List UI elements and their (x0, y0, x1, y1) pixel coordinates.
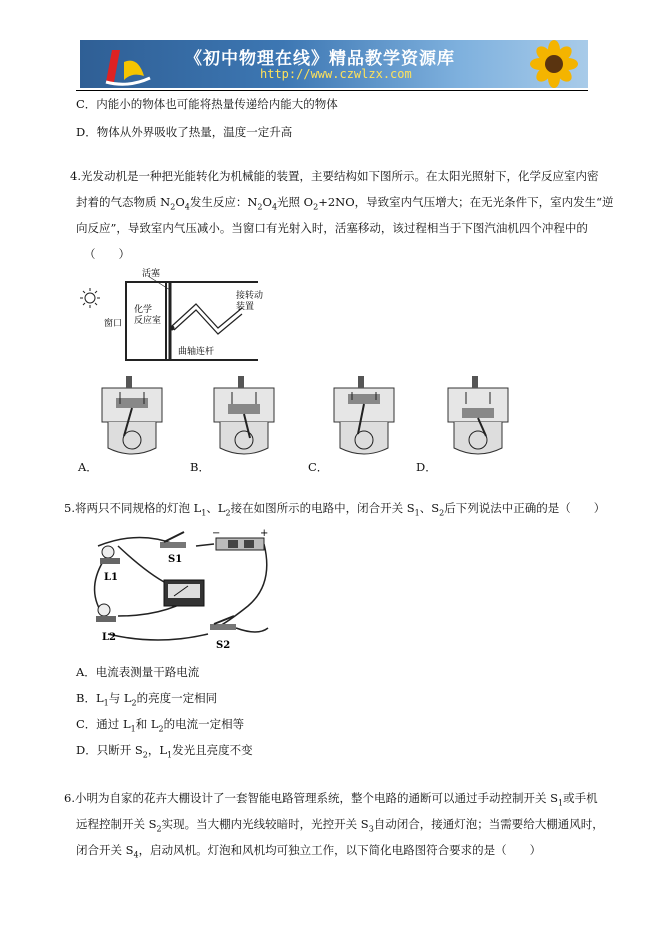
q4-option-d: D． (416, 460, 437, 474)
ammeter-icon (164, 580, 204, 606)
q3-option-d: D．物体从外界吸收了热量，温度一定升高 (76, 125, 293, 139)
label-window: 窗口 (104, 319, 123, 329)
label-l1: L1 (104, 572, 118, 583)
q6-line2: 远程控制开关 $S_2$实现。当大棚内光线较暗时，光控开关 $S_3$自动闭合，接通灯泡；当需要给大棚通风时， (76, 817, 604, 834)
sun-icon (80, 288, 100, 308)
q6-line3: 闭合开关 $S_4$，启动风机。灯泡和风机均可独立工作，以下简化电路图符合要求的是（ ） (76, 843, 542, 860)
header-banner (80, 40, 588, 88)
q5-option-d: D．只断开 $S_2$，$L_1$发光且亮度不变 (76, 743, 253, 760)
banner-title: 《初中物理在线》精品教学资源库 (185, 49, 455, 69)
label-rod: 曲轴连杆 (178, 347, 215, 357)
label-s2: S2 (216, 640, 231, 651)
engine-stroke-d (440, 374, 520, 460)
label-plus: + (260, 528, 269, 539)
q4-line1: 4.光发动机是一种把光能转化为机械能的装置，主要结构如下图所示。在太阳光照射下，化学反应室内密 (70, 169, 599, 183)
logo-icon (98, 42, 158, 88)
bulb-l2-icon (96, 604, 116, 622)
q4-option-a: A． (78, 460, 98, 474)
header-rule (76, 90, 588, 91)
label-s1: S1 (168, 554, 183, 565)
label-chamber: 化学反应室 (134, 305, 162, 326)
q4-line3: 向反应”，导致室内气压减小。当窗口有光射入时，活塞移动，该过程相当于下图汽油机四个冲程中的 (76, 221, 588, 235)
q3-option-c: C．内能小的物体也可能将热量传递给内能大的物体 (76, 97, 338, 111)
engine-stroke-c (326, 374, 406, 460)
sunflower-icon (520, 40, 588, 88)
label-l2: L2 (102, 632, 116, 643)
label-minus: − (212, 528, 221, 539)
q5-stem: 5.将两只不同规格的灯泡 $L_1$、$L_2$接在如图所示的电路中，闭合开关 $S_1$、$S_2$后下列说法中正确的是（ ） (64, 501, 606, 518)
engine-stroke-b (206, 374, 286, 460)
label-device: 接转动装置 (236, 291, 264, 312)
battery-icon (216, 538, 264, 550)
banner-url: http://www.czwlzx.com (260, 67, 412, 81)
q4-option-c: C． (308, 460, 329, 474)
label-piston: 活塞 (142, 269, 161, 279)
engine-stroke-a (94, 374, 174, 460)
q4-line2: 封着的气态物质 $N_2O_4$发生反应：$N_2O_4$光照 $O_2+2NO$，导致室内气压增大；在无光条件下，室内发生“逆 (76, 195, 614, 212)
q4-blank: （ ） (84, 247, 130, 261)
circuit-diagram (78, 524, 278, 654)
light-engine-diagram (78, 268, 308, 364)
q6-line1: 6.小明为自家的花卉大棚设计了一套智能电路管理系统，整个电路的通断可以通过手动控制开关 $S_1$或手机 (64, 791, 598, 808)
q4-option-b: B． (190, 460, 210, 474)
q5-option-a: A．电流表测量干路电流 (76, 665, 200, 679)
q5-option-c: C．通过 $L_1$和 $L_2$的电流一定相等 (76, 717, 245, 734)
bulb-l1-icon (100, 546, 120, 564)
q5-option-b: B．$L_1$与 $L_2$的亮度一定相同 (76, 691, 218, 708)
